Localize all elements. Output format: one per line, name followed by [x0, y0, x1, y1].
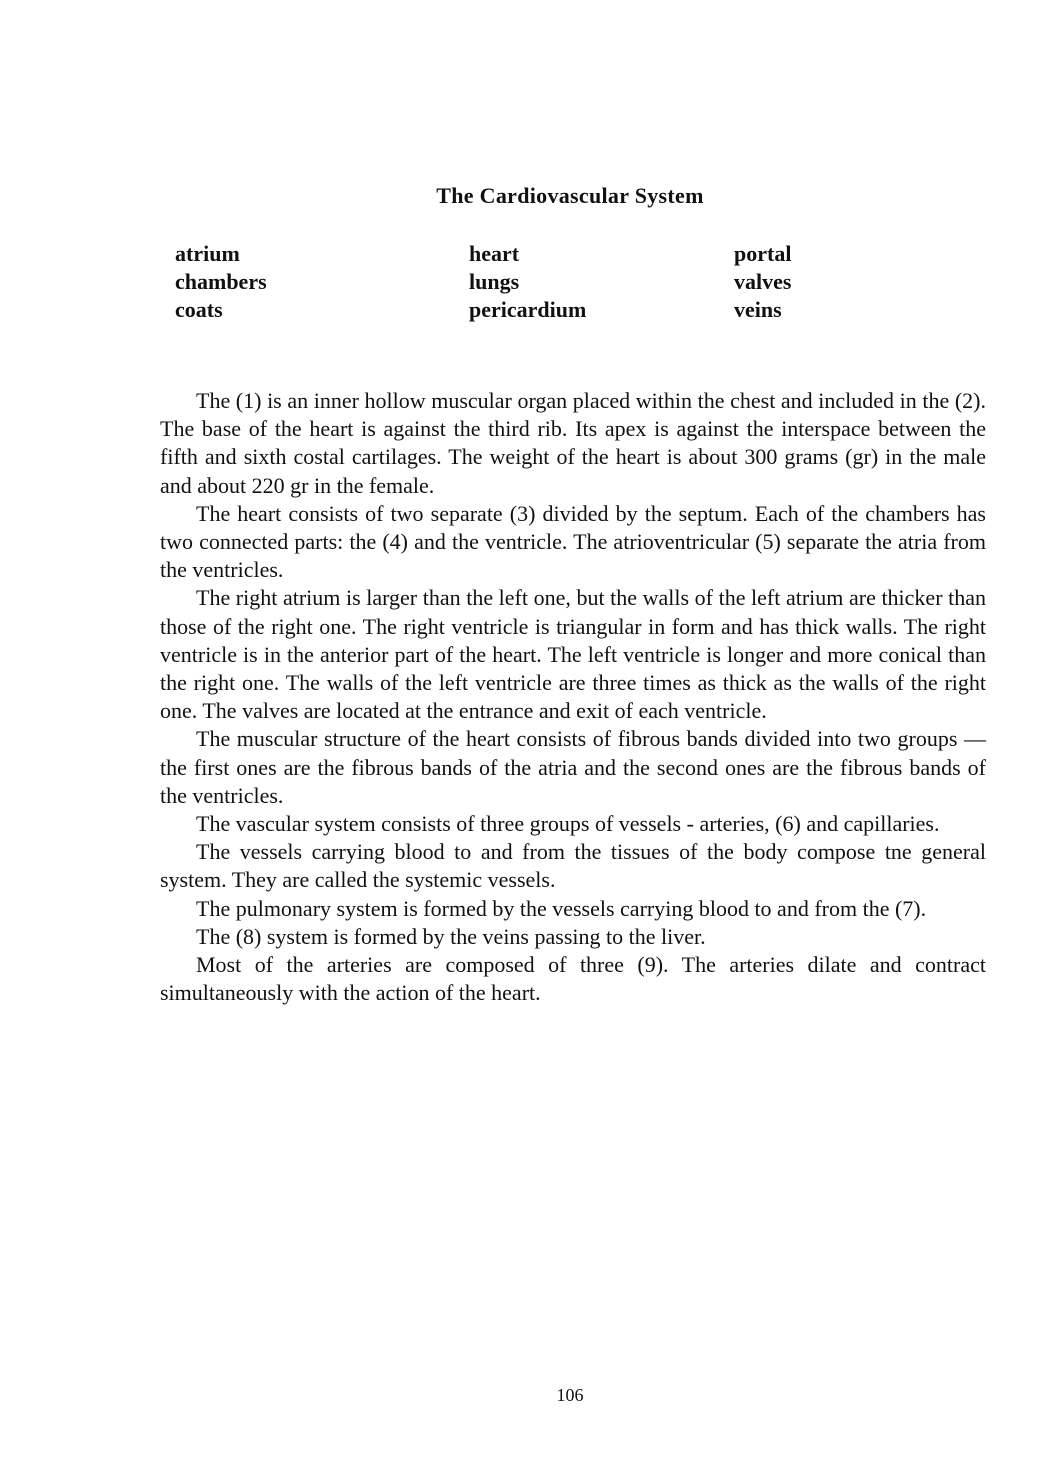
paragraph: The muscular structure of the heart consists of fibrous bands divided into two groups — the first ones are the fibrous bands of the atria and the second ones are the fibrous bands of the ventricles.	[160, 726, 986, 808]
word-bank-item: veins	[734, 297, 782, 322]
word-bank-item: portal	[734, 241, 792, 266]
word-bank-item: lungs	[469, 269, 520, 294]
paragraph: The vessels carrying blood to and from the tissues of the body compose tne general system. They are called the systemic vessels.	[160, 839, 986, 893]
paragraph: The pulmonary system is formed by the vessels carrying blood to and from the (7).	[196, 895, 927, 921]
paragraph: Most of the arteries are composed of three (9). The arteries dilate and contract simultaneously with the action of the heart.	[160, 952, 986, 1006]
paragraph: The (1) is an inner hollow muscular organ placed within the chest and included in the (2). The base of the heart is against the third rib. Its apex is against the interspace between the fifth and sixth costal cartilages. The weight of the heart is about 300 grams (gr) in the male and about 220 gr in the female.	[160, 388, 986, 498]
paragraph: The heart consists of two separate (3) divided by the septum. Each of the chambers has two connected parts: the (4) and the ventricle. The atrioventricular (5) separate the atria from the ventricles.	[160, 500, 986, 583]
paragraph: The (8) system is formed by the veins passing to the liver.	[196, 923, 706, 949]
word-bank-item: atrium	[175, 241, 240, 266]
page-title: The Cardiovascular System	[436, 183, 704, 208]
paragraph: The right atrium is larger than the left one, but the walls of the left atrium are thicker than those of the right one. The right ventricle is triangular in form and has thick walls. The right ventricle is in the anterior part of the heart. The left ventricle is longer and more conical than the right one. The walls of the left ventricle are three times as thick as the walls of the right one. The valves are located at the entrance and exit of each ventricle.	[160, 585, 986, 724]
exercise-text	[160, 387, 986, 1007]
word-bank-item: pericardium	[469, 297, 587, 322]
word-bank-item: valves	[734, 269, 792, 294]
word-bank-item: heart	[469, 241, 520, 266]
word-bank-item: coats	[175, 297, 223, 322]
word-bank-item: chambers	[175, 269, 267, 294]
page-number: 106	[556, 1385, 584, 1405]
paragraph: The vascular system consists of three groups of vessels - arteries, (6) and capillaries.	[196, 811, 940, 837]
